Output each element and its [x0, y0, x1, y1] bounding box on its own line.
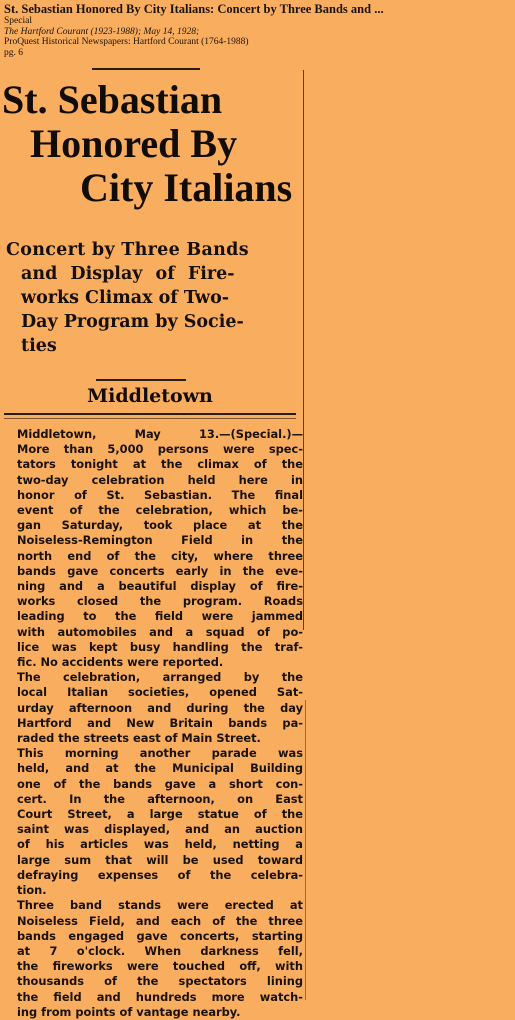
headline-line: City Italians: [80, 165, 293, 210]
deck-line: Day Program by Socie-: [21, 312, 244, 332]
article-line: ing from points of vantage nearby.: [17, 1004, 241, 1019]
article-line: saint was displayed, and an auction: [17, 822, 303, 837]
citation-title: St. Sebastian Honored By City Italians: Concert by Three Bands and ...: [4, 2, 384, 16]
article-line: bands gave concerts early in the eve-: [17, 563, 303, 578]
citation-page: pg. 6: [4, 47, 23, 58]
headline-line: Honored By: [30, 121, 238, 166]
subheadline-deck: [4, 238, 304, 358]
article-line: two-day celebration held here in: [17, 472, 303, 487]
dateline-rule-thin: [4, 418, 296, 419]
citation-special: Special: [4, 16, 32, 26]
article-line: thousands of the spectators lining: [17, 974, 303, 989]
article-line: the field and hundreds more watch-: [17, 989, 303, 1004]
article-paragraph: [5, 898, 303, 1020]
article-line: fic. No accidents were reported.: [17, 655, 224, 670]
article-line: leading to the field were jammed: [17, 609, 303, 624]
article-line: with automobiles and a squad of po-: [17, 624, 303, 639]
article-body: [5, 427, 303, 1020]
article-line: The celebration, arranged by the: [17, 670, 303, 685]
article-line: bands engaged gave concerts, starting: [17, 928, 303, 943]
dateline-rule: [4, 413, 296, 415]
article-line: cert. In the afternoon, on East: [17, 791, 303, 806]
article-line: urday afternoon and during the day: [17, 700, 303, 715]
article-line: large sum that will be used toward: [17, 852, 303, 867]
article-line: Noiseless Field, and each of the three: [17, 913, 303, 928]
article-line: tion.: [17, 883, 47, 898]
column-edge-rule-lower: [305, 700, 306, 1000]
article-line: the fireworks were touched off, with: [17, 959, 303, 974]
article-line: honor of St. Sebastian. The final: [17, 487, 303, 502]
article-line: event of the celebration, which be-: [17, 503, 303, 518]
dateline: Middletown: [87, 385, 213, 407]
article-line: Hartford and New Britain bands pa-: [17, 715, 303, 730]
citation-source: The Hartford Courant (1923-1988); May 14, 1928;: [4, 26, 200, 37]
deck-rule: [96, 379, 186, 381]
deck-line: works Climax of Two-: [21, 288, 230, 308]
article-line: north end of the city, where three: [17, 548, 303, 563]
article-line: defraying expenses of the celebra-: [17, 867, 303, 882]
article-line: lice was kept busy handling the traf-: [17, 639, 303, 654]
citation-database: ProQuest Historical Newspapers: Hartford Courant (1764-1988): [4, 37, 249, 48]
article-line: Noiseless-Remington Field in the: [17, 533, 303, 548]
article-line: at 7 o'clock. When darkness fell,: [17, 943, 303, 958]
headline: [2, 78, 302, 210]
article-line: Court Street, a large statue of the: [17, 807, 303, 822]
article-line: one of the bands gave a short con-: [17, 776, 303, 791]
article-paragraph: [5, 746, 303, 898]
article-line: gan Saturday, took place at the: [17, 518, 303, 533]
article-line: ning and a beautiful display of fire-: [17, 579, 303, 594]
article-line: of his articles was held, netting a: [17, 837, 303, 852]
article-line: More than 5,000 persons were spec-: [17, 442, 303, 457]
citation-header: [4, 2, 509, 59]
article-line: This morning another parade was: [17, 746, 303, 761]
article-line: Three band stands were erected at: [17, 898, 303, 913]
article-line: raded the streets east of Main Street.: [17, 731, 261, 746]
article-line: tators tonight at the climax of the: [17, 457, 303, 472]
article-line: held, and at the Municipal Building: [17, 761, 303, 776]
article-line: Middletown, May 13.—(Special.)—: [17, 427, 303, 441]
article-line: works closed the program. Roads: [17, 594, 303, 609]
top-rule: [92, 68, 200, 70]
deck-line: ties: [21, 336, 57, 356]
headline-line: St. Sebastian: [2, 77, 223, 122]
article-paragraph: [5, 427, 303, 670]
article-paragraph: [5, 670, 303, 746]
deck-line: and Display of Fire-: [21, 264, 235, 284]
deck-line: Concert by Three Bands: [6, 240, 249, 260]
article-line: local Italian societies, opened Sat-: [17, 685, 303, 700]
